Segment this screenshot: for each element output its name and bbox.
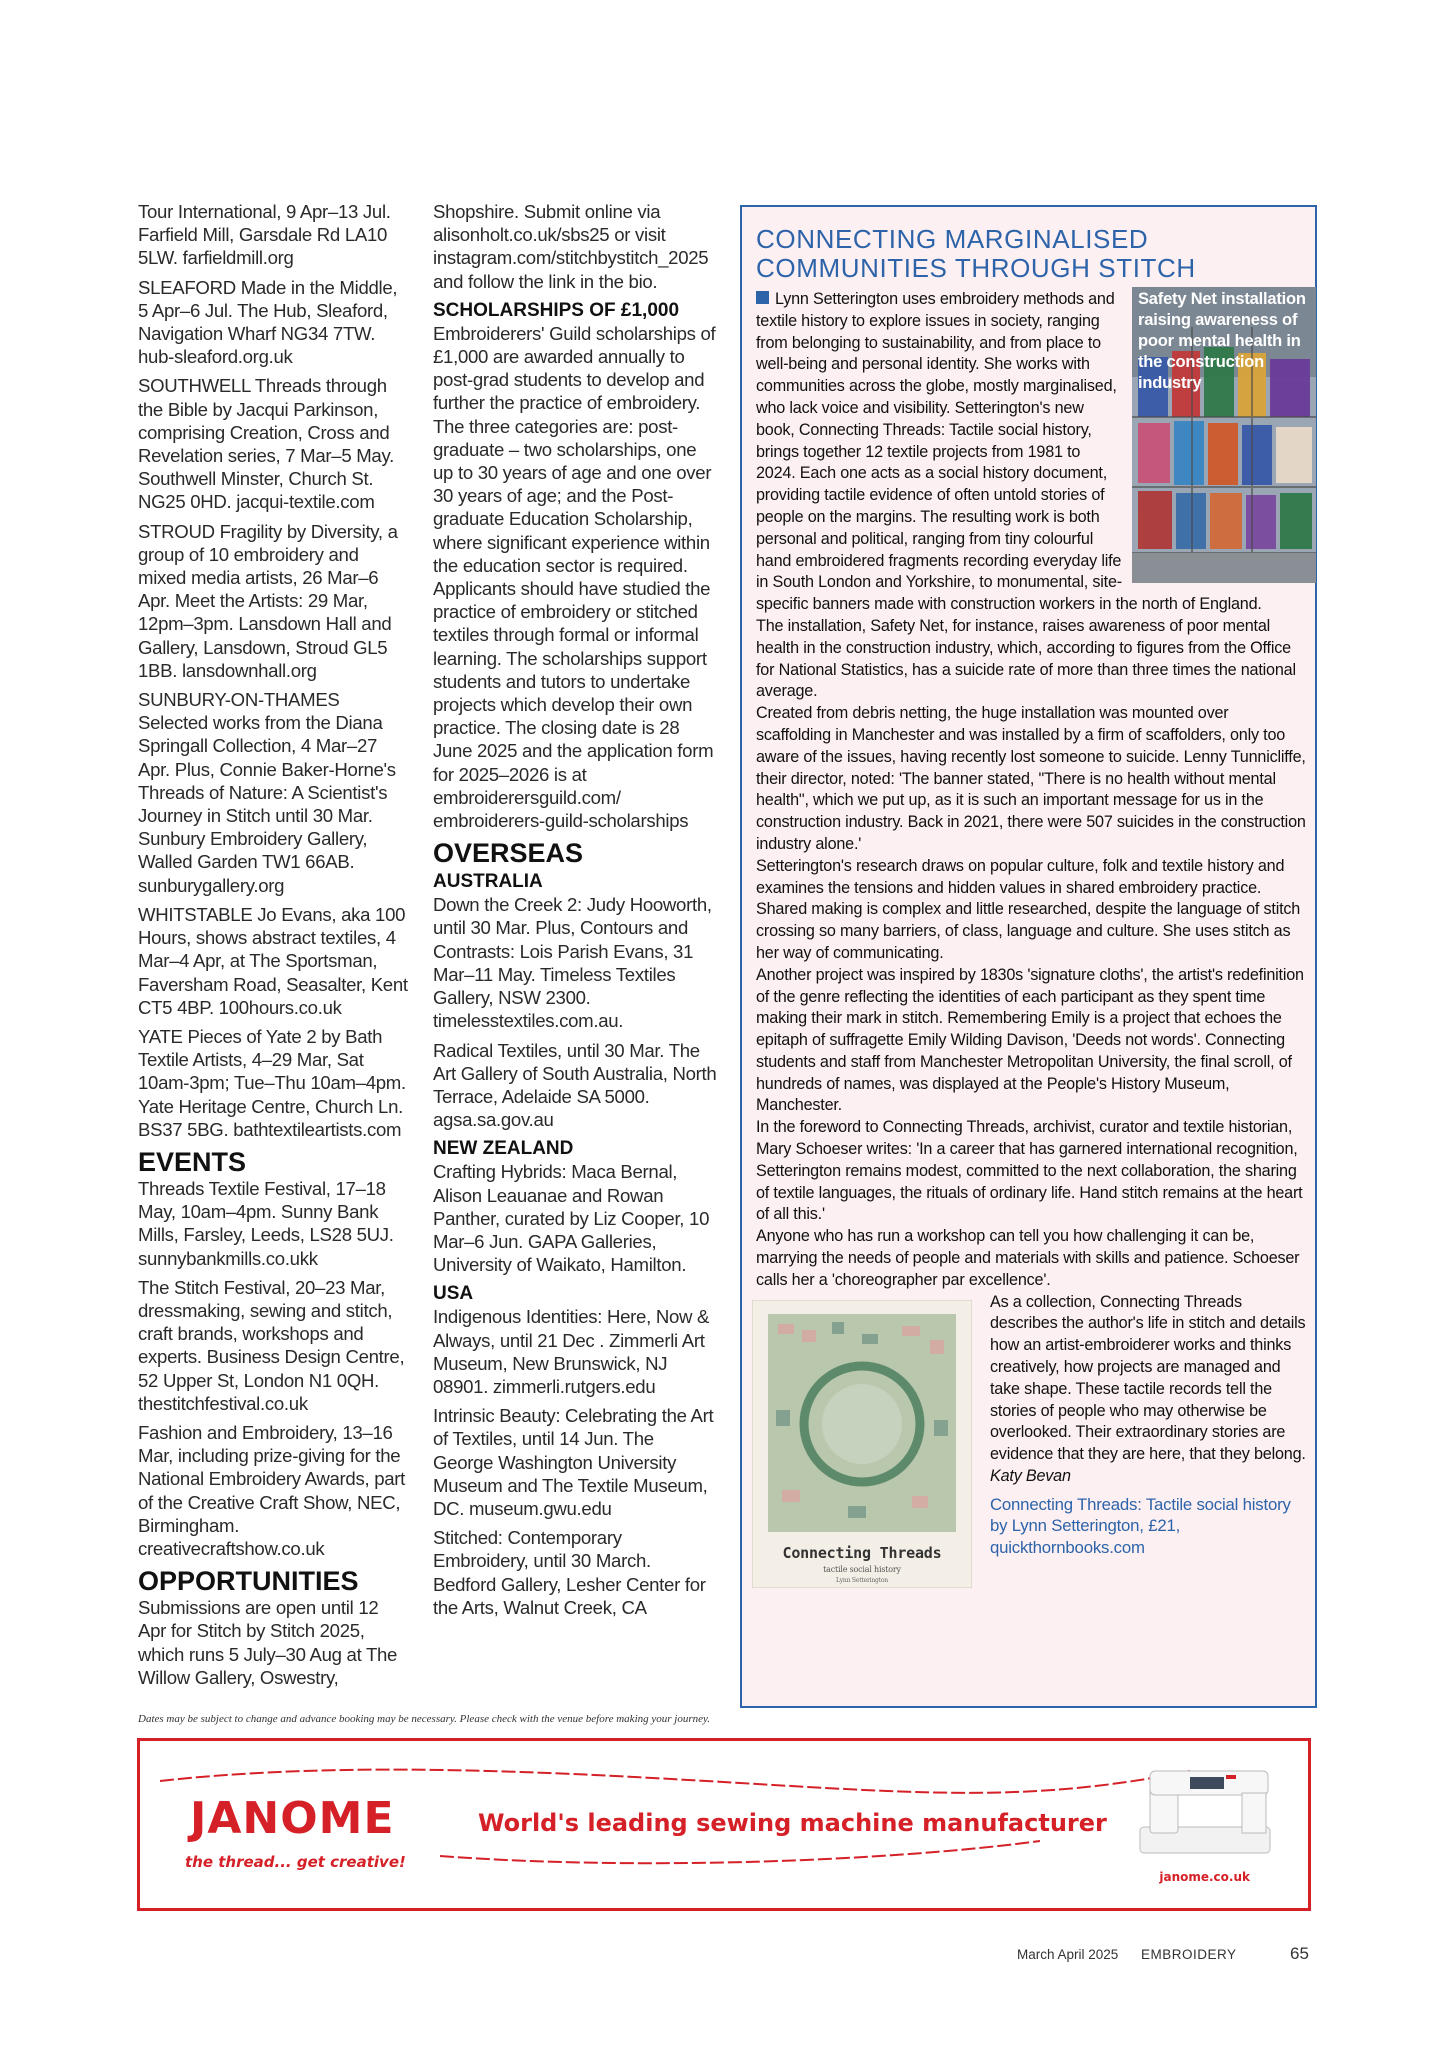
ad-tagline: the thread... get creative! xyxy=(185,1853,406,1871)
overseas-heading: OVERSEAS xyxy=(433,838,584,869)
feature-paragraph: Setterington's research draws on popular culture, folk and textile history and examines the tensions and hidden values in shared embroidery practice. Shared making is complex and little researched, despite the language of stitch crossing so many barriers, of class, language and culture. She uses stitch as her way of communicating. xyxy=(756,856,1301,962)
feature-paragraph: Anyone who has run a workshop can tell you how challenging it can be, marrying the needs of people and materials with skills and patience. Schoeser calls her a 'choreographer par excellence'. xyxy=(756,1227,1300,1289)
feature-paragraph: In the foreword to Connecting Threads, archivist, curator and textile historian, Mary Schoeser writes: 'In a career that has garnered international recognition, Setterington remains modest, committed to the next collaboration, the sharing of textile languages, the rituals of ordinary life. Hand stitch remains at the heart of all this.' xyxy=(756,1118,1303,1224)
feature-paragraph: Another project was inspired by 1830s 'signature cloths', the artist's redefinition of the genre reflecting the identities of each participant as they spent time making their mark in stitch. Remembering Emily is a project that echoes the epitaph of suffragette Emily Wilding Davison, 'Deeds not words'. Connecting students and staff from Manchester Metropolitan University, the final scroll, of hundreds of names, was displayed at the People's History Museum, Manchester. xyxy=(756,965,1304,1115)
feature-body xyxy=(756,289,1306,1594)
page-number: 65 xyxy=(1290,1944,1309,1963)
listing-sleaford: SLEAFORD Made in the Middle, 5 Apr–6 Jul. The Hub, Sleaford, Navigation Wharf NG34 7TW. hub-sleaford.org.uk xyxy=(138,276,398,368)
byline: Katy Bevan xyxy=(990,1467,1071,1486)
janome-logo: JANOME xyxy=(190,1793,395,1844)
square-bullet-icon xyxy=(756,291,769,304)
feature-paragraph: Created from debris netting, the huge installation was mounted over scaffolding in Manchester and was installed by a firm of scaffolders, only too aware of the issues, having recently lost someone to suicide. Lenny Tunnicliffe, their director, noted: 'The banner stated, "There is no health without mental health", which we put up, as it is such an important message for us in the construction industry. Back in 2021, there were 507 suicides in the construction industry alone.' xyxy=(756,704,1306,853)
feature-title: CONNECTING MARGINALISED COMMUNITIES THROUGH STITCH xyxy=(756,224,1196,283)
disclaimer: Dates may be subject to change and advance booking may be necessary. Please check with the venue before making your journey. xyxy=(138,1713,711,1725)
feature-paragraph: The installation, Safety Net, for instance, raises awareness of poor mental health in the construction industry, which, according to figures from the Office for National Statistics, has a suicide rate of more than three times the national average. xyxy=(756,616,1296,701)
book-info: Connecting Threads: Tactile social history by Lynn Setterington, £21, quickthornbooks.com xyxy=(990,1494,1291,1557)
listing-down-the-creek: Down the Creek 2: Judy Hooworth, until 30 Mar. Plus, Contours and Contrasts: Lois Parish Evans, 31 Mar–11 May. Timeless Textiles Gallery, NSW 2300. timelesstextiles.com.au. xyxy=(433,894,712,1032)
opportunities-heading: OPPORTUNITIES xyxy=(138,1566,359,1597)
listing-sunbury: SUNBURY-ON-THAMES Selected works from the Diana Springall Collection, 4 Mar–27 Apr. Plus, Connie Baker-Horne's Threads of Nature: A Scientist's Journey in Stitch until 30 Mar. Sunbury Embroidery Gallery, Walled Garden TW1 66AB. sunburygallery.org xyxy=(138,689,396,896)
feature-box xyxy=(740,205,1317,1708)
ad-url[interactable]: janome.co.uk xyxy=(1159,1870,1250,1884)
book-cover-image xyxy=(752,1300,972,1588)
book-cover-subtitle: tactile social history xyxy=(823,1564,901,1574)
book-cover-author: Lynn Setterington xyxy=(836,1576,888,1584)
listings-column-1 xyxy=(138,200,410,1695)
listings-column-2 xyxy=(433,200,718,1625)
usa-heading: USA xyxy=(433,1283,474,1305)
ad-headline: World's leading sewing machine manufacturer xyxy=(478,1809,1107,1837)
feature-intro: Lynn Setterington uses embroidery methods and textile history to explore issues in society, ranging from belonging to sustainability, and from place to well-being and personal identity. She works with communities across the globe, mostly marginalised, who lack voice and visibility. Setterington's new book, Connecting Threads: Tactile social history, brings together 12 textile projects from 1981 to 2024. Each one acts as a social history document, providing tactile evidence of often untold stories of people on the margins. The resulting work is both personal and political, ranging from tiny colourful hand embroidered fragments recording everyday life in South London and Yorkshire, to monumental, site-specific banners made with construction workers in the north of England. xyxy=(756,290,1262,614)
listing-stroud: STROUD Fragility by Diversity, a group of 10 embroidery and mixed media artists, 26 Mar–6 Apr. Meet the Artists: 29 Mar, 12pm–3pm. Lansdown Hall and Gallery, Lansdown, Stroud GL5 1BB. lansdownhall.org xyxy=(138,520,398,681)
listing-whitstable: WHITSTABLE Jo Evans, aka 100 Hours, shows abstract textiles, 4 Mar–4 Apr, at The Sportsman, Faversham Road, Seasalter, Kent CT5 4BP. 100hours.co.uk xyxy=(138,903,408,1018)
folio-magazine: EMBROIDERY xyxy=(1141,1947,1237,1962)
event-stitch-festival: The Stitch Festival, 20–23 Mar, dressmaking, sewing and stitch, craft brands, workshops and experts. Business Design Centre, 52 Upper St, London N1 0QH. thestitchfestival.co.uk xyxy=(138,1276,405,1414)
listing-yate: YATE Pieces of Yate 2 by Bath Textile Artists, 4–29 Mar, Sat 10am-3pm; Tue–Thu 10am–4pm. Yate Heritage Centre, Church Ln. BS37 5BG. bathtextileartists.com xyxy=(138,1025,406,1140)
opportunity-stitch-by-stitch: Submissions are open until 12 Apr for Stitch by Stitch 2025, which runs 5 July–30 Aug at The Willow Gallery, Oswestry, xyxy=(138,1597,398,1688)
listing-stitched: Stitched: Contemporary Embroidery, until 30 March. Bedford Gallery, Lesher Center for the Arts, Walnut Creek, CA xyxy=(433,1527,706,1618)
photo-caption: Safety Net installation raising awareness of poor mental health in the construction industry xyxy=(1138,290,1306,392)
listing-indigenous-identities: Indigenous Identities: Here, Now & Always, until 21 Dec . Zimmerli Art Museum, New Brunswick, NJ 08901. zimmerli.rutgers.edu xyxy=(433,1306,710,1397)
listing-farfield: Tour International, 9 Apr–13 Jul. Farfield Mill, Garsdale Rd LA10 5LW. farfieldmill.org xyxy=(138,201,391,269)
event-threads-festival: Threads Textile Festival, 17–18 May, 10am–4pm. Sunny Bank Mills, Farsley, Leeds, LS28 5UJ. sunnybankmills.co.ukk xyxy=(138,1177,394,1269)
feature-paragraph: As a collection, Connecting Threads describes the author's life in stitch and details how an artist-embroiderer works and thinks creatively, how projects are managed and take shape. These tactile records tell the stories of people who may otherwise be overlooked. Their extraordinary stories are evidence that they are here, that they belong. xyxy=(990,1292,1306,1464)
listing-radical-textiles: Radical Textiles, until 30 Mar. The Art Gallery of South Australia, North Terrace, Adelaide SA 5000. agsa.sa.gov.au xyxy=(433,1039,717,1131)
book-cover-title: Connecting Threads xyxy=(782,1543,942,1562)
listing-crafting-hybrids: Crafting Hybrids: Maca Bernal, Alison Leauanae and Rowan Panther, curated by Liz Cooper, 10 Mar–6 Jun. GAPA Galleries, University of Waikato, Hamilton. xyxy=(433,1161,710,1276)
folio-date: March April 2025 xyxy=(1017,1947,1119,1962)
janome-advert[interactable] xyxy=(137,1738,1311,1911)
listing-southwell: SOUTHWELL Threads through the Bible by Jacqui Parkinson, comprising Creation, Cross and Revelation series, 7 Mar–5 May. Southwell Minster, Church St. NG25 0HD. jacqui-textile.com xyxy=(138,375,394,513)
listing-intrinsic-beauty: Intrinsic Beauty: Celebrating the Art of Textiles, until 14 Jun. The George Washington University Museum and The Textile Museum, DC. museum.gwu.edu xyxy=(433,1405,714,1519)
event-fashion-embroidery: Fashion and Embroidery, 13–16 Mar, including prize-giving for the National Embroidery Awards, part of the Creative Craft Show, NEC, Birmingham. creativecraftshow.co.uk xyxy=(138,1421,406,1559)
scholarships-heading: SCHOLARSHIPS OF £1,000 xyxy=(433,299,680,321)
sewing-machine-icon xyxy=(1130,1749,1280,1869)
opportunity-continued: Shopshire. Submit online via alisonholt.co.uk/sbs25 or visit instagram.com/stitchbystitch_2025 and follow the link in the bio. xyxy=(433,201,709,292)
australia-heading: AUSTRALIA xyxy=(433,871,543,893)
scholarships-text: Embroiderers' Guild scholarships of £1,000 are awarded annually to post-grad students to develop and further the practice of embroidery. The three categories are: post-graduate – two scholarships, one up to 30 years of age and one over 30 years of age; and the Post-graduate Education Scholarship, where significant experience within the education sector is required. Applicants should have studied the practice of embroidery or stitched textiles through formal or informal learning. The scholarships support students and tutors to undertake projects which develop their own practice. The closing date is 28 June 2025 and the application form for 2025–2026 is at embroiderersguild.com/ embroiderers-guild-scholarships xyxy=(433,322,716,832)
new-zealand-heading: NEW ZEALAND xyxy=(433,1138,574,1160)
events-heading: EVENTS xyxy=(138,1146,247,1177)
safety-net-photo xyxy=(1132,287,1316,583)
